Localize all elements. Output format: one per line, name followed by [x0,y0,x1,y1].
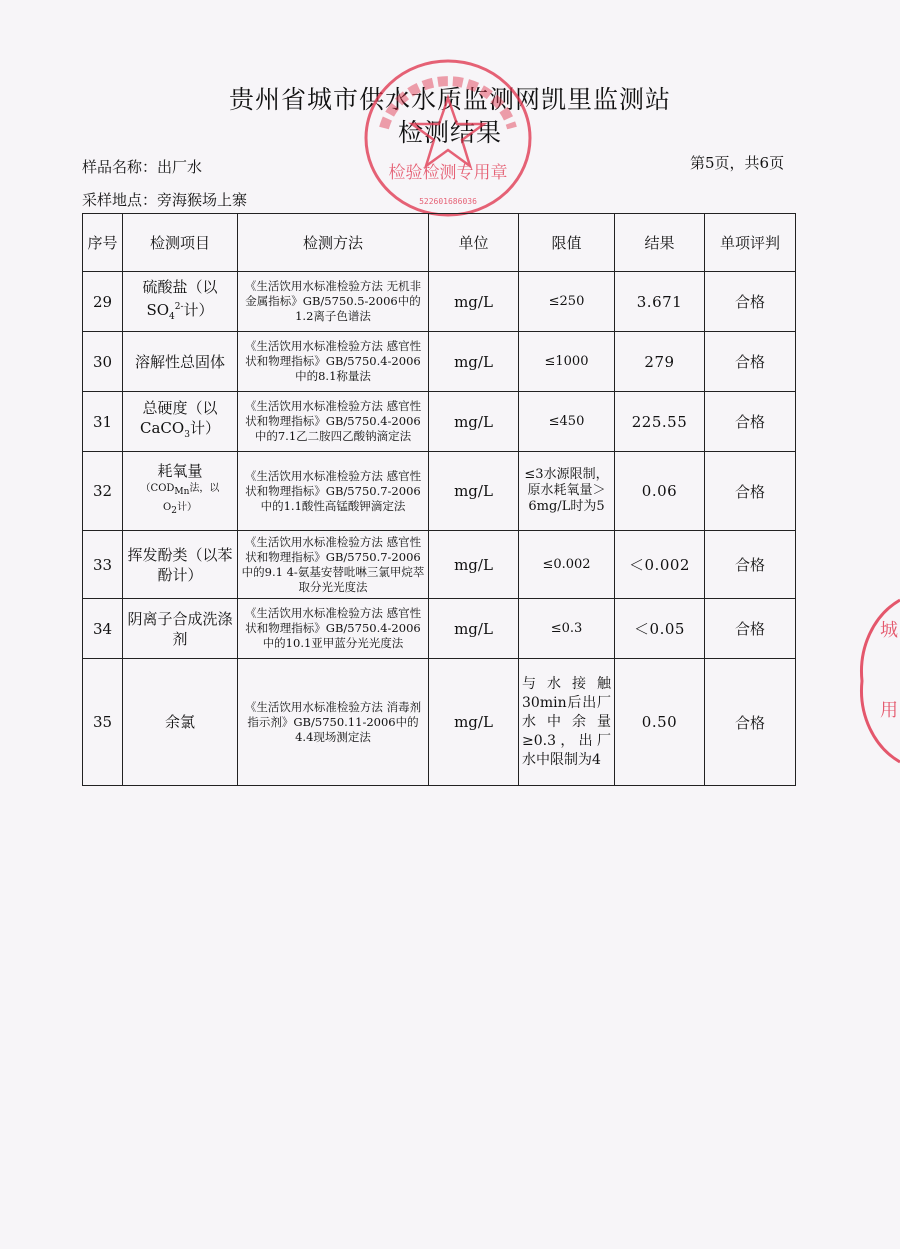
row-result: 279 [615,332,705,392]
row-method: 《生活饮用水标准检验方法 感官性状和物理指标》GB/5750.7-2006中的9.1 4-氨基安替吡啉三氯甲烷萃取分光光度法 [238,531,429,599]
table-row [83,332,796,392]
svg-text:522601686036: 522601686036 [419,197,477,206]
row-result: ＜0.05 [615,599,705,659]
row-item: 余氯 [123,659,238,786]
row-method: 《生活饮用水标准检验方法 感官性状和物理指标》GB/5750.4-2006中的10.1亚甲蓝分光光度法 [238,599,429,659]
row-method: 《生活饮用水标准检验方法 感官性状和物理指标》GB/5750.4-2006中的8.1称量法 [238,332,429,392]
report-subtitle: 检测结果 [397,118,502,147]
row-verdict: 合格 [705,531,796,599]
table-row [83,272,796,332]
row-limit: ≤250 [519,272,615,332]
header-method: 检测方法 [238,214,429,272]
row-limit: ≤1000 [519,332,615,392]
header-limit: 限值 [519,214,615,272]
row-method: 《生活饮用水标准检验方法 感官性状和物理指标》GB/5750.7-2006中的1.1酸性高锰酸钾滴定法 [238,452,429,531]
sample-name: 样品名称：出厂水 [82,158,203,176]
row-item: 溶解性总固体 [123,332,238,392]
row-item: 挥发酚类（以苯酚计） [123,531,238,599]
row-verdict: 合格 [705,392,796,452]
row-no: 34 [83,599,123,659]
row-result: 0.06 [615,452,705,531]
row-unit: mg/L [429,659,519,786]
row-unit: mg/L [429,531,519,599]
row-no: 31 [83,392,123,452]
table-row [83,531,796,599]
row-limit: ≤3水源限制，原水耗氧量＞6mg/L时为5 [519,452,615,531]
table-row [83,452,796,531]
row-unit: mg/L [429,272,519,332]
row-verdict: 合格 [705,332,796,392]
table-row [83,659,796,786]
row-limit: ≤450 [519,392,615,452]
row-item: 阴离子合成洗涤剂 [123,599,238,659]
row-item: 耗氧量 （$COD_{Mn}$法，以 $O_2$计） [123,452,238,531]
row-no: 30 [83,332,123,392]
row-item: 硫酸盐（以 $SO_4^{2-}$计） [123,272,238,332]
row-unit: mg/L [429,392,519,452]
row-method: 《生活饮用水标准检验方法 无机非金属指标》GB/5750.5-2006中的1.2离子色谱法 [238,272,429,332]
header-no: 序号 [83,214,123,272]
row-limit: 与水接触30min后出厂水中余量≥0.3，出厂水中限制为4 [519,659,615,786]
sampling-location: 采样地点：旁海猴场上寨 [82,191,248,209]
results-table [82,213,796,786]
row-verdict: 合格 [705,659,796,786]
row-no: 29 [83,272,123,332]
row-method: 《生活饮用水标准检验方法 消毒剂指示剂》GB/5750.11-2006中的4.4现场测定法 [238,659,429,786]
row-unit: mg/L [429,599,519,659]
row-result: ＜0.002 [615,531,705,599]
row-limit: ≤0.002 [519,531,615,599]
svg-text:城: 城 [880,620,898,641]
row-no: 33 [83,531,123,599]
header-item: 检测项目 [123,214,238,272]
table-row [83,392,796,452]
row-limit: ≤0.3 [519,599,615,659]
row-verdict: 合格 [705,599,796,659]
report-title: 贵州省城市供水水质监测网凯里监测站 [228,85,671,114]
row-no: 32 [83,452,123,531]
svg-text:用: 用 [880,700,898,721]
header-result: 结果 [615,214,705,272]
row-item: 总硬度（以 CaCO$_3$计） [123,392,238,452]
row-result: 0.50 [615,659,705,786]
seam-stamp-icon [852,596,900,766]
table-row [83,599,796,659]
row-unit: mg/L [429,452,519,531]
row-result: 3.671 [615,272,705,332]
page-info: 第5页，共6页 [690,154,785,172]
row-result: 225.55 [615,392,705,452]
header-verdict: 单项评判 [705,214,796,272]
row-no: 35 [83,659,123,786]
svg-text:检验检测专用章: 检验检测专用章 [388,163,508,183]
row-unit: mg/L [429,332,519,392]
row-verdict: 合格 [705,452,796,531]
row-verdict: 合格 [705,272,796,332]
header-unit: 单位 [429,214,519,272]
table-header-row [83,214,796,272]
row-method: 《生活饮用水标准检验方法 感官性状和物理指标》GB/5750.4-2006中的7.1乙二胺四乙酸钠滴定法 [238,392,429,452]
